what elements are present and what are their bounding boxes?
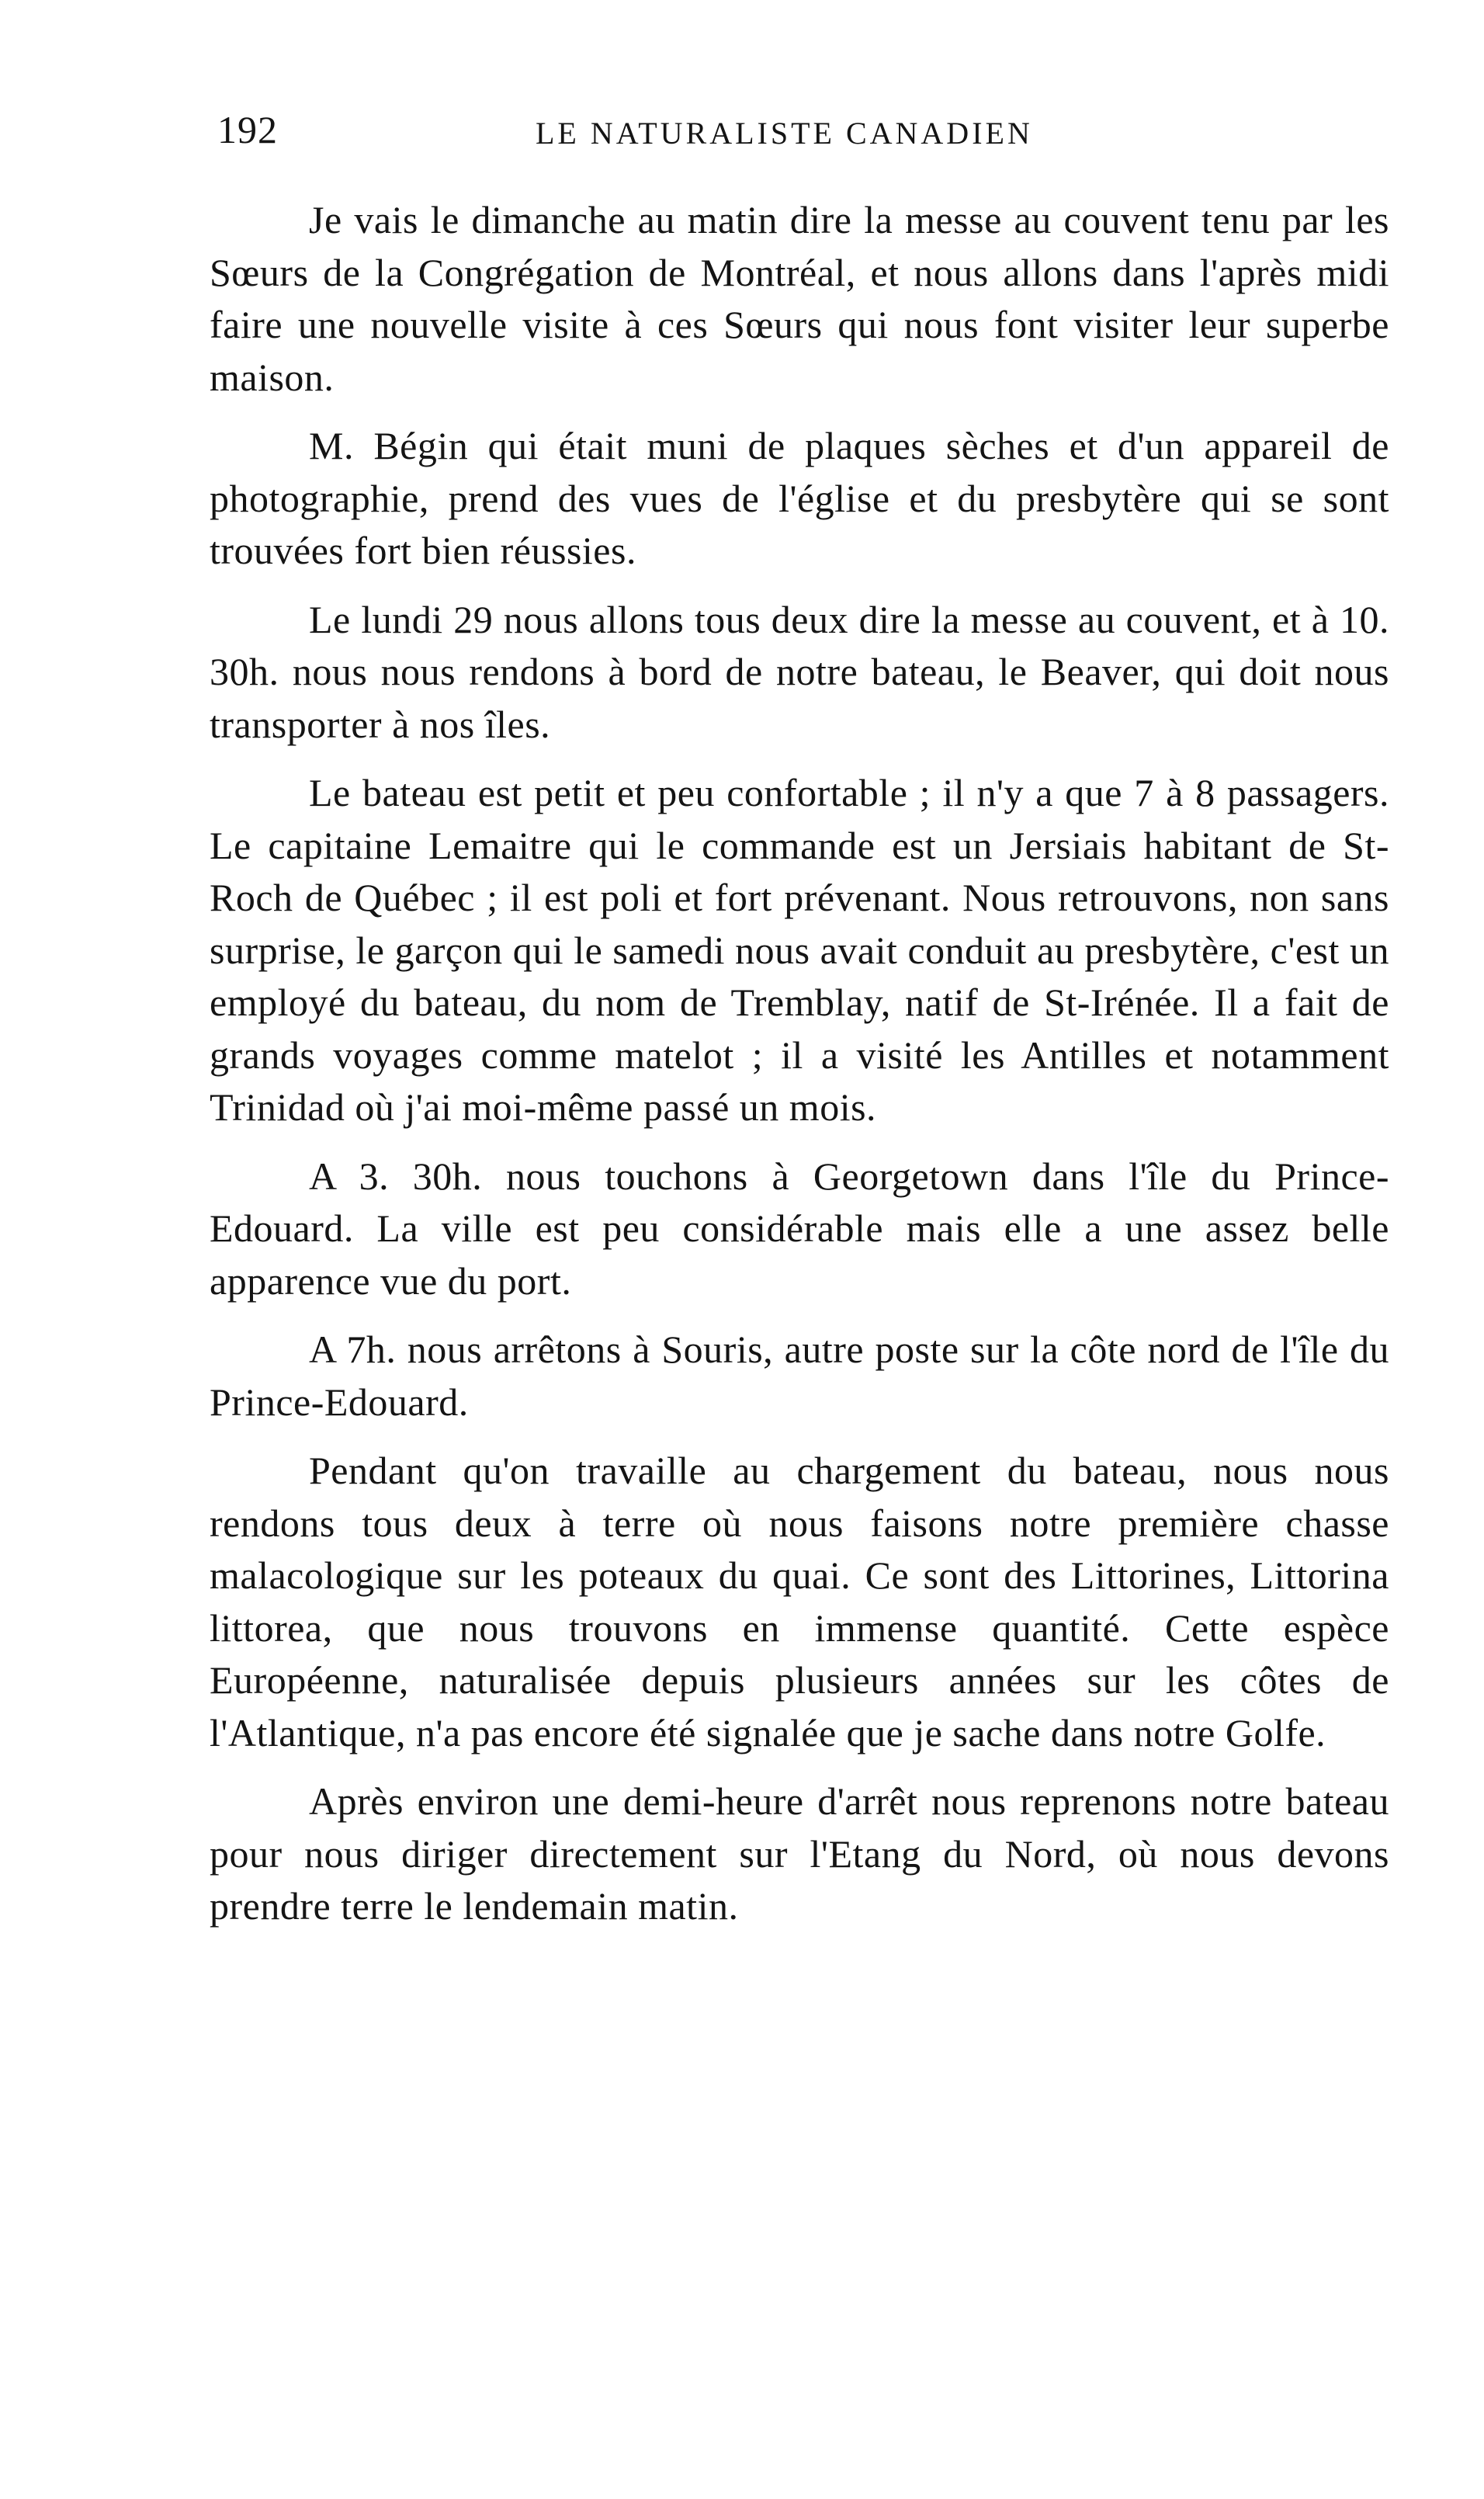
running-title: LE NATURALISTE CANADIEN	[536, 116, 1033, 151]
paragraph: Le lundi 29 nous allons tous deux dire la messe au couvent, et à 10. 30h. nous nous rendons à bord de notre bateau, le Beaver, qui doit nous transporter à nos îles.	[210, 597, 1389, 746]
paragraph: A 3. 30h. nous touchons à Georgetown dans l'île du Prince-Edouard. La ville est peu considérable mais elle a une assez belle apparence vue du port.	[210, 1154, 1389, 1303]
page-header	[217, 107, 1382, 161]
paragraph: Le bateau est petit et peu confortable ; il n'y a que 7 à 8 passagers. Le capitaine Lemaitre qui le commande est un Jersiais habitant de St-Roch de Québec ; il est poli et fort prévenant. Nous retrouvons, non sans surprise, le garçon qui le samedi nous avait conduit au presbytère, c'est un employé du bateau, du nom de Tremblay, natif de St-Irénée. Il a fait de grands voyages comme matelot ; il a visité les Antilles et notamment Trinidad où j'ai moi-même passé un mois.	[210, 771, 1389, 1129]
paragraph: Après environ une demi-heure d'arrêt nous reprenons notre bateau pour nous diriger directement sur l'Etang du Nord, où nous devons prendre terre le lendemain matin.	[210, 1779, 1389, 1928]
paragraph: Pendant qu'on travaille au chargement du bateau, nous nous rendons tous deux à terre où nous faisons notre première chasse malacologique sur les poteaux du quai. Ce sont des Littorines, Littorina littorea, que nous trouvons en immense quantité. Cette espèce Européenne, naturalisée depuis plusieurs années sur les côtes de l'Atlantique, n'a pas encore été signalée que je sache dans notre Golfe.	[210, 1449, 1389, 1755]
paragraph: A 7h. nous arrêtons à Souris, autre poste sur la côte nord de l'île du Prince-Edouard.	[210, 1328, 1389, 1424]
page-number: 192	[217, 108, 278, 151]
body-text	[210, 194, 1389, 1949]
paragraph: Je vais le dimanche au matin dire la messe au couvent tenu par les Sœurs de la Congrégation de Montréal, et nous allons dans l'après midi faire une nouvelle visite à ces Sœurs qui nous font visiter leur superbe maison.	[210, 198, 1389, 399]
paragraph: M. Bégin qui était muni de plaques sèches et d'un appareil de photographie, prend des vues de l'église et du presbytère qui se sont trouvées fort bien réussies.	[210, 424, 1389, 572]
